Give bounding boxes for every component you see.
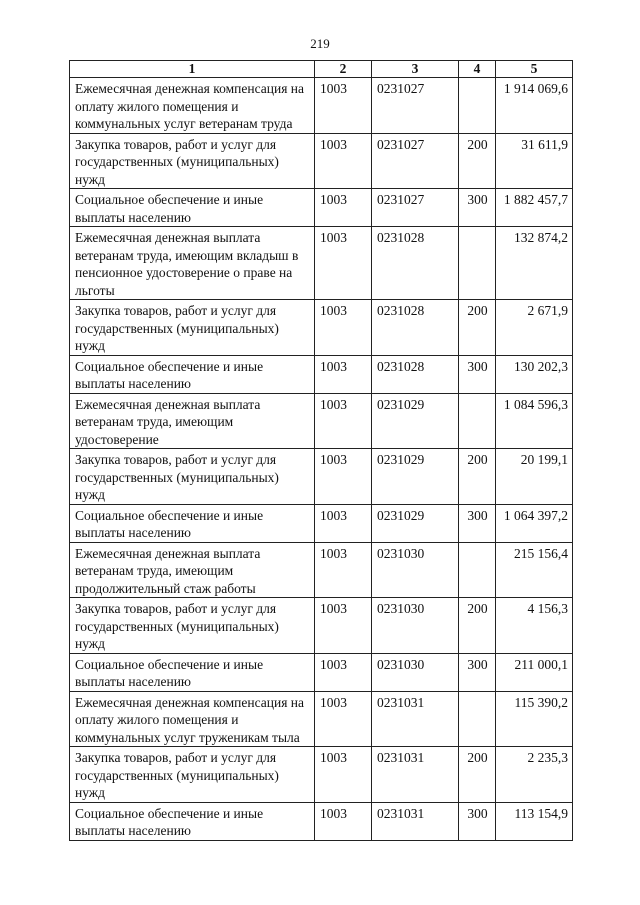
cell-amount: 215 156,4 <box>496 542 573 598</box>
cell-amount: 1 914 069,6 <box>496 78 573 134</box>
cell-amount: 4 156,3 <box>496 598 573 654</box>
cell-section-code: 1003 <box>315 133 372 189</box>
table-row <box>70 598 573 654</box>
cell-section-code: 1003 <box>315 802 372 840</box>
cell-target-code: 0231031 <box>372 802 459 840</box>
column-header-2: 2 <box>315 61 372 78</box>
column-header-5: 5 <box>496 61 573 78</box>
cell-amount: 1 064 397,2 <box>496 504 573 542</box>
cell-section-code: 1003 <box>315 598 372 654</box>
table-row <box>70 653 573 691</box>
table-row <box>70 227 573 300</box>
table-row <box>70 355 573 393</box>
cell-expense-type <box>459 78 496 134</box>
cell-expense-type: 300 <box>459 802 496 840</box>
cell-section-code: 1003 <box>315 747 372 803</box>
cell-expense-type: 200 <box>459 598 496 654</box>
cell-target-code: 0231028 <box>372 355 459 393</box>
cell-expense-name: Социальное обеспечение и иные выплаты населению <box>70 189 315 227</box>
cell-expense-type: 200 <box>459 449 496 505</box>
cell-target-code: 0231029 <box>372 449 459 505</box>
cell-expense-type: 200 <box>459 300 496 356</box>
cell-expense-name: Закупка товаров, работ и услуг для государственных (муниципальных) нужд <box>70 300 315 356</box>
cell-expense-name: Закупка товаров, работ и услуг для государственных (муниципальных) нужд <box>70 449 315 505</box>
cell-amount: 113 154,9 <box>496 802 573 840</box>
table-row <box>70 542 573 598</box>
table-row <box>70 747 573 803</box>
cell-section-code: 1003 <box>315 355 372 393</box>
column-header-1: 1 <box>70 61 315 78</box>
cell-target-code: 0231030 <box>372 653 459 691</box>
cell-expense-name: Ежемесячная денежная выплата ветеранам труда, имеющим продолжительный стаж работы <box>70 542 315 598</box>
cell-target-code: 0231027 <box>372 78 459 134</box>
table-row <box>70 189 573 227</box>
cell-expense-name: Социальное обеспечение и иные выплаты населению <box>70 802 315 840</box>
cell-amount: 115 390,2 <box>496 691 573 747</box>
table-row <box>70 691 573 747</box>
cell-section-code: 1003 <box>315 189 372 227</box>
cell-expense-name: Ежемесячная денежная компенсация на оплату жилого помещения и коммунальных услуг труженикам тыла <box>70 691 315 747</box>
cell-expense-type <box>459 691 496 747</box>
page-number: 219 <box>310 36 330 51</box>
budget-table-body <box>70 61 573 841</box>
cell-amount: 1 084 596,3 <box>496 393 573 449</box>
table-row <box>70 504 573 542</box>
cell-section-code: 1003 <box>315 542 372 598</box>
column-header-3: 3 <box>372 61 459 78</box>
cell-expense-name: Ежемесячная денежная выплата ветеранам труда, имеющим удостоверение <box>70 393 315 449</box>
cell-amount: 31 611,9 <box>496 133 573 189</box>
cell-expense-type: 300 <box>459 653 496 691</box>
cell-target-code: 0231028 <box>372 300 459 356</box>
cell-expense-type: 200 <box>459 747 496 803</box>
cell-section-code: 1003 <box>315 78 372 134</box>
cell-amount: 132 874,2 <box>496 227 573 300</box>
cell-expense-type: 300 <box>459 504 496 542</box>
cell-amount: 1 882 457,7 <box>496 189 573 227</box>
table-row <box>70 300 573 356</box>
cell-amount: 2 235,3 <box>496 747 573 803</box>
cell-expense-name: Закупка товаров, работ и услуг для государственных (муниципальных) нужд <box>70 133 315 189</box>
cell-target-code: 0231031 <box>372 691 459 747</box>
cell-amount: 211 000,1 <box>496 653 573 691</box>
cell-expense-type <box>459 227 496 300</box>
cell-target-code: 0231027 <box>372 133 459 189</box>
cell-amount: 20 199,1 <box>496 449 573 505</box>
budget-table <box>69 60 573 841</box>
cell-section-code: 1003 <box>315 449 372 505</box>
column-header-4: 4 <box>459 61 496 78</box>
cell-target-code: 0231029 <box>372 393 459 449</box>
cell-section-code: 1003 <box>315 393 372 449</box>
table-header-row <box>70 61 573 78</box>
cell-expense-type <box>459 393 496 449</box>
table-row <box>70 393 573 449</box>
cell-expense-type: 300 <box>459 189 496 227</box>
table-row <box>70 449 573 505</box>
cell-expense-type: 300 <box>459 355 496 393</box>
cell-expense-name: Закупка товаров, работ и услуг для государственных (муниципальных) нужд <box>70 598 315 654</box>
table-row <box>70 78 573 134</box>
cell-expense-type <box>459 542 496 598</box>
cell-amount: 2 671,9 <box>496 300 573 356</box>
cell-expense-name: Социальное обеспечение и иные выплаты населению <box>70 504 315 542</box>
cell-target-code: 0231031 <box>372 747 459 803</box>
cell-expense-name: Ежемесячная денежная компенсация на оплату жилого помещения и коммунальных услуг ветеранам труда <box>70 78 315 134</box>
cell-expense-type: 200 <box>459 133 496 189</box>
table-row <box>70 802 573 840</box>
cell-expense-name: Социальное обеспечение и иные выплаты населению <box>70 653 315 691</box>
cell-section-code: 1003 <box>315 504 372 542</box>
cell-section-code: 1003 <box>315 227 372 300</box>
cell-expense-name: Ежемесячная денежная выплата ветеранам труда, имеющим вкладыш в пенсионное удостоверение о праве на льготы <box>70 227 315 300</box>
cell-section-code: 1003 <box>315 653 372 691</box>
cell-target-code: 0231030 <box>372 598 459 654</box>
cell-target-code: 0231029 <box>372 504 459 542</box>
cell-target-code: 0231027 <box>372 189 459 227</box>
cell-expense-name: Закупка товаров, работ и услуг для государственных (муниципальных) нужд <box>70 747 315 803</box>
cell-amount: 130 202,3 <box>496 355 573 393</box>
cell-section-code: 1003 <box>315 691 372 747</box>
table-row <box>70 133 573 189</box>
cell-target-code: 0231028 <box>372 227 459 300</box>
cell-target-code: 0231030 <box>372 542 459 598</box>
cell-section-code: 1003 <box>315 300 372 356</box>
cell-expense-name: Социальное обеспечение и иные выплаты населению <box>70 355 315 393</box>
